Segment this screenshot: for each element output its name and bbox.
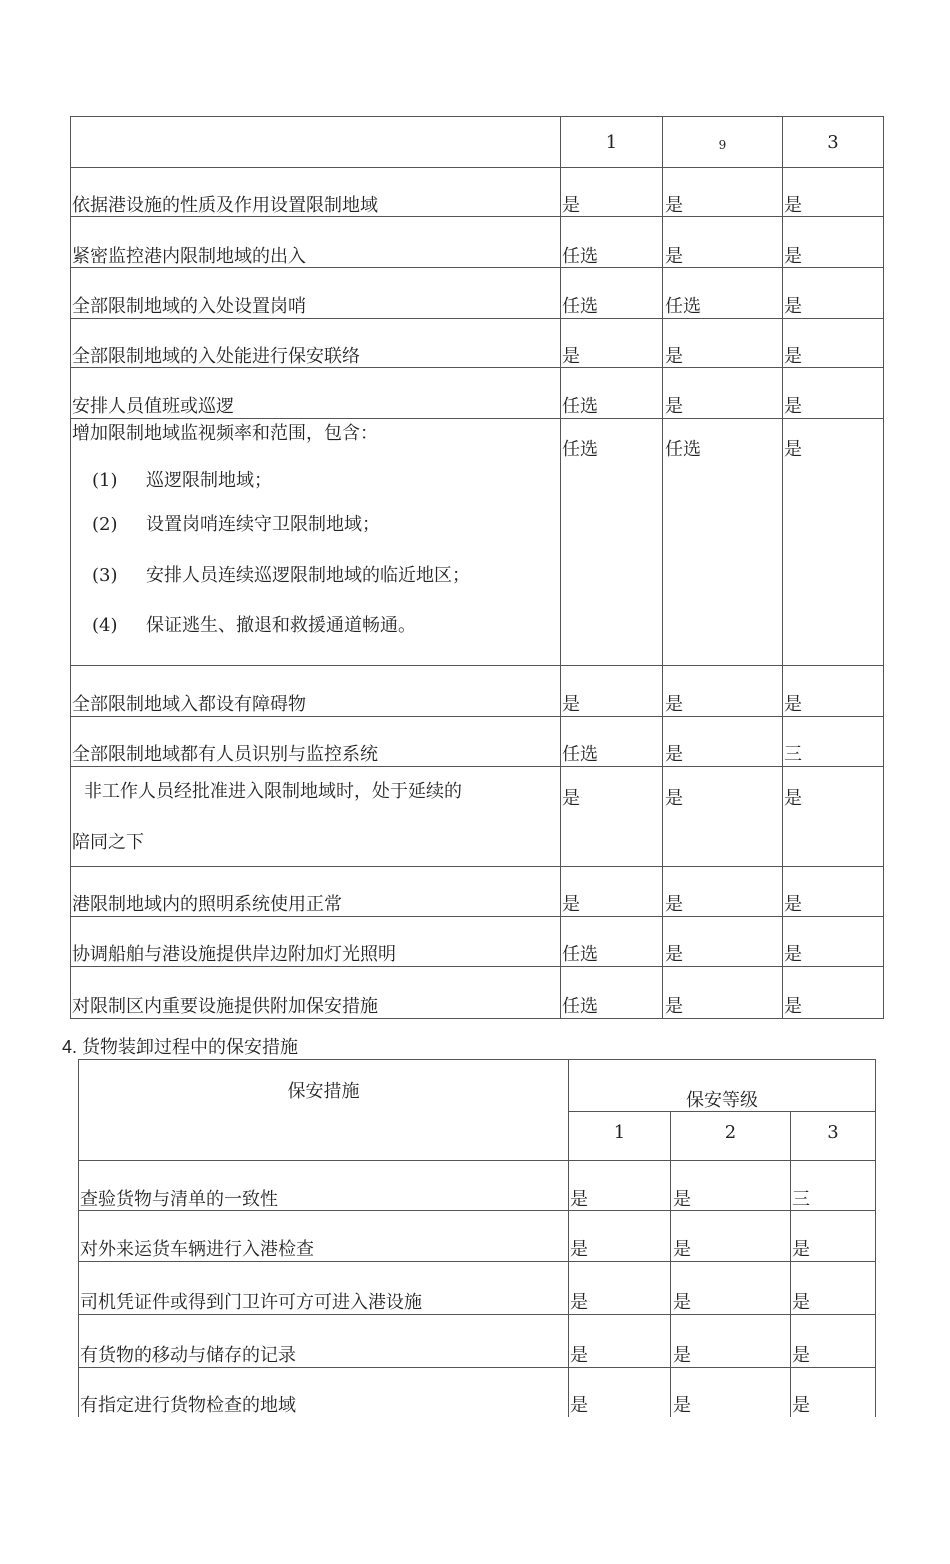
table-row-value: 是: [570, 1239, 588, 1260]
subitem-text: 巡逻限制地域；: [146, 470, 272, 491]
table-row-value: 是: [784, 346, 802, 367]
table-row-value: 是: [784, 396, 802, 417]
table-row-value: 是: [784, 296, 802, 317]
level-header-2: 9: [718, 138, 727, 152]
table-row-value: 是: [570, 1395, 588, 1416]
table-row-value: 是: [665, 744, 683, 765]
table-row-value: 是: [562, 346, 580, 367]
table-row-measure: 依据港设施的性质及作用设置限制地域: [72, 195, 378, 216]
table-row-value: 是: [792, 1239, 810, 1260]
table-row-value: 是: [784, 996, 802, 1017]
table-row-value: 任选: [562, 996, 598, 1017]
table-row-value: 是: [784, 944, 802, 965]
table-row-value: 是: [570, 1292, 588, 1313]
level-header-1: 1: [605, 132, 618, 153]
table-row-measure: 全部限制地域的入处设置岗哨: [72, 296, 306, 317]
table-row-value: 是: [665, 195, 683, 216]
table-row-value: 任选: [562, 439, 598, 460]
table-row-value: 是: [562, 694, 580, 715]
section-heading: 4. 货物装卸过程中的保安措施: [62, 1037, 299, 1057]
table-row-value: 任选: [562, 246, 598, 267]
table-row-measure: 对外来运货车辆进行入港检查: [80, 1239, 314, 1260]
table-row-value: 是: [562, 894, 580, 915]
table-row-measure: 安排人员值班或巡逻: [72, 396, 234, 417]
table-row-value: 是: [792, 1292, 810, 1313]
table-row-value: 任选: [665, 439, 701, 460]
level-header-3: 3: [827, 132, 839, 153]
table-row-measure: 司机凭证件或得到门卫许可方可进入港设施: [80, 1292, 422, 1313]
table-row-value: 是: [792, 1345, 810, 1366]
table-row-measure: 港限制地域内的照明系统使用正常: [72, 894, 342, 915]
table-row-value: 是: [784, 788, 802, 809]
table-row-value: 是: [673, 1239, 691, 1260]
table-row-value: 是: [562, 788, 580, 809]
level-header-1: 1: [613, 1122, 626, 1143]
table-row-value: 是: [673, 1345, 691, 1366]
subitem-number: (2): [92, 514, 118, 535]
table-row-value: 任选: [562, 396, 598, 417]
table-row-value: 是: [570, 1189, 588, 1210]
table-row-value: 是: [784, 694, 802, 715]
subitem-text: 安排人员连续巡逻限制地域的临近地区；: [146, 565, 470, 586]
table-row-value: 是: [665, 396, 683, 417]
level-header-3: 3: [827, 1122, 839, 1143]
table-row-value: 是: [673, 1292, 691, 1313]
subitem-number: (4): [92, 615, 118, 636]
table-row-value: 是: [673, 1189, 691, 1210]
table-row-value: 是: [784, 195, 802, 216]
table-row-value: 是: [665, 346, 683, 367]
table-row-value: 是: [665, 894, 683, 915]
subitem-number: (1): [92, 470, 118, 491]
table-row-value: 是: [570, 1345, 588, 1366]
table-row-value: 是: [665, 694, 683, 715]
table-row-value: 任选: [562, 744, 598, 765]
table-row-measure: 查验货物与清单的一致性: [80, 1189, 278, 1210]
table-row-value: 是: [784, 439, 802, 460]
table-row-value: 是: [665, 996, 683, 1017]
table-row-value: 是: [665, 246, 683, 267]
table-row-value: 三: [784, 744, 802, 765]
table-row-measure: 全部限制地域入都设有障碍物: [72, 694, 306, 715]
table-row-value: 是: [784, 894, 802, 915]
table-row-measure: 非工作人员经批准进入限制地域时，处于延续的: [84, 781, 462, 802]
table-row-value: 是: [665, 788, 683, 809]
table-row-value: 三: [792, 1189, 810, 1210]
subitem-text: 保证逃生、撤退和救援通道畅通。: [146, 615, 416, 636]
table-row-measure: 增加限制地域监视频率和范围，包含：: [72, 423, 378, 444]
table-row-value: 是: [665, 944, 683, 965]
table-row-measure: 协调船舶与港设施提供岸边附加灯光照明: [72, 944, 396, 965]
table-row-value: 任选: [562, 944, 598, 965]
col-header-measure: 保安措施: [287, 1081, 360, 1102]
col-header-level: 保安等级: [686, 1090, 758, 1111]
table-row-value: 是: [792, 1395, 810, 1416]
table-row-measure: 紧密监控港内限制地域的出入: [72, 246, 306, 267]
table-row-measure: 有指定进行货物检查的地域: [80, 1395, 296, 1416]
table-row-value: 是: [673, 1395, 691, 1416]
table-row-measure: 有货物的移动与储存的记录: [80, 1345, 296, 1366]
table-row-measure: 对限制区内重要设施提供附加保安措施: [72, 996, 378, 1017]
table-row-value: 是: [784, 246, 802, 267]
table-row-measure: 全部限制地域的入处能进行保安联络: [72, 346, 360, 367]
subitem-number: (3): [92, 565, 118, 586]
level-header-2: 2: [724, 1122, 737, 1143]
table-row-value: 任选: [665, 296, 701, 317]
table-row-measure-line2: 陪同之下: [72, 832, 144, 853]
table-row-value: 任选: [562, 296, 598, 317]
table-row-measure: 全部限制地域都有人员识别与监控系统: [72, 744, 378, 765]
table-row-value: 是: [562, 195, 580, 216]
subitem-text: 设置岗哨连续守卫限制地域；: [146, 514, 380, 535]
